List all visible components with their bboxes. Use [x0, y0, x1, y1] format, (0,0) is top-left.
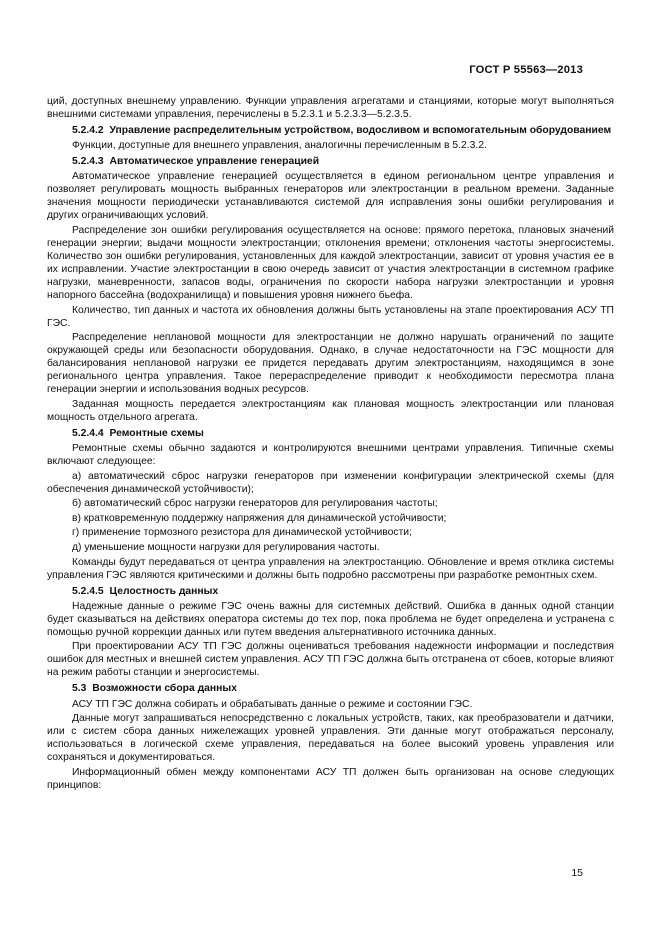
body-paragraph: в) кратковременную поддержку напряжения для динамической устойчивости;	[72, 512, 447, 524]
section-number: 5.2.4.5	[72, 585, 104, 597]
section-heading	[47, 124, 614, 137]
body-paragraph: Распределение неплановой мощности для электростанции не должно нарушать ограничений по защите окружающей среды или безопасности оборудования. Однако, в случае недостаточности на ГЭС мощности для балансирования неплановой нагрузки ее придется передавать другим электростанциям, находящимся в зоне регионального центра управления. Такое перераспределение приводит к необходимости пересмотра плана генерации энергии и использования водных ресурсов.	[47, 332, 614, 396]
page-number: 15	[571, 867, 583, 879]
body-paragraph: Ремонтные схемы обычно задаются и контролируются внешними центрами управления. Типичные схемы включают следующее:	[47, 443, 614, 468]
body-paragraph: Надежные данные о режиме ГЭС очень важны для системных действий. Ошибка в данных одной станции будет сказываться на действиях оператора системы до тех пор, пока проблема не будет определена и устранена с помощью ручной коррекции данных или путем введения альтернативного источника данных.	[47, 600, 614, 638]
section-title: Целостность данных	[109, 585, 219, 597]
section-number: 5.3	[72, 683, 87, 695]
body-paragraph: ций, доступных внешнему управлению. Функции управления агрегатами и станциями, которые могут выполняться внешними системами управления, перечислены в 5.2.3.1 и 5.2.3.3—5.2.3.5.	[47, 96, 614, 121]
section-heading	[47, 155, 614, 168]
body-paragraph: Информационный обмен между компонентами АСУ ТП должен быть организован на основе следующих принципов:	[47, 766, 614, 791]
body-paragraph: а) автоматический сброс нагрузки генераторов при изменении конфигурации электрической схемы (для обеспечения динамической устойчивости);	[47, 470, 614, 495]
section-title: Возможности сбора данных	[92, 683, 237, 695]
section-number: 5.2.4.3	[72, 156, 104, 168]
section-number: 5.2.4.2	[72, 125, 104, 137]
body-paragraph: При проектировании АСУ ТП ГЭС должны оцениваться требования надежности информации и последствия ошибок для местных и внешней систем управления. АСУ ТП ГЭС должна быть отстранена от сбоев, которые влияют на режим работы станции и энергосистемы.	[47, 641, 614, 679]
body-paragraph: д) уменьшение мощности нагрузки для регулирования частоты.	[72, 542, 380, 553]
document-id-header: ГОСТ Р 55563—2013	[469, 64, 583, 76]
section-title: Управление распределительным устройством, водосливом и вспомогательным оборудованием	[109, 125, 612, 137]
section-title: Ремонтные схемы	[109, 428, 204, 440]
body-paragraph: Количество, тип данных и частота их обновления должны быть установлены на этапе проектирования АСУ ТП ГЭС.	[47, 304, 614, 329]
section-number: 5.2.4.4	[72, 428, 104, 440]
body-paragraph: Функции, доступные для внешнего управления, аналогичны перечисленным в 5.2.3.2.	[72, 140, 487, 152]
section-heading	[47, 682, 614, 695]
section-heading	[47, 427, 614, 440]
body-paragraph: Данные могут запрашиваться непосредственно с локальных устройств, таких, как преобразователи и датчики, или с систем сбора данных нижележащих уровней управления. Эти данные могут отображаться персоналу, использоваться в логической схеме управления, передаваться на более высокий уровень управления или сохраняться и документироваться.	[47, 713, 614, 764]
body-paragraph: Автоматическое управление генерацией осуществляется в едином региональном центре управления и позволяет регулировать мощность выбранных генераторов или электростанции в реальном времени. Заданные значения мощности периодически устанавливаются системой для исправления зоны ошибки регулирования и других ограничивающих условий.	[47, 171, 614, 222]
body-paragraph: Команды будут передаваться от центра управления на электростанцию. Обновление и время отклика системы управления ГЭС являются критическими и должны быть подробно рассмотрены при разработке ремонтных схем.	[47, 556, 614, 581]
body-paragraph: б) автоматический сброс нагрузки генераторов для регулирования частоты;	[72, 498, 438, 510]
section-title: Автоматическое управление генерацией	[109, 156, 320, 168]
body-paragraph: АСУ ТП ГЭС должна собирать и обрабатывать данные о режиме и состоянии ГЭС.	[72, 698, 473, 710]
page-content	[47, 95, 614, 793]
section-heading	[47, 585, 614, 598]
body-paragraph: Распределение зон ошибки регулирования осуществляется на основе: прямого перетока, плановых значений генерации энергии; выдачи мощности электростанции; отклонения времени; отклонения частоты энергосистемы. Количество зон ошибки регулирования, установленных для каждой электростанции, зависит от уровня участия ее в их исправлении. Участие электростанции в свою очередь зависит от участия электростанции в системном графике нагрузки, маневренности, запасов воды, ограничения по скорости набора нагрузки электростанции и уровня напорного бассейна (водохранилища) и повышения уровня нижнего бьефа.	[47, 224, 614, 302]
body-paragraph: Заданная мощность передается электростанциям как плановая мощность электростанции или плановая мощность отдельного агрегата.	[47, 399, 614, 424]
body-paragraph: г) применение тормозного резистора для динамической устойчивости;	[72, 527, 412, 539]
